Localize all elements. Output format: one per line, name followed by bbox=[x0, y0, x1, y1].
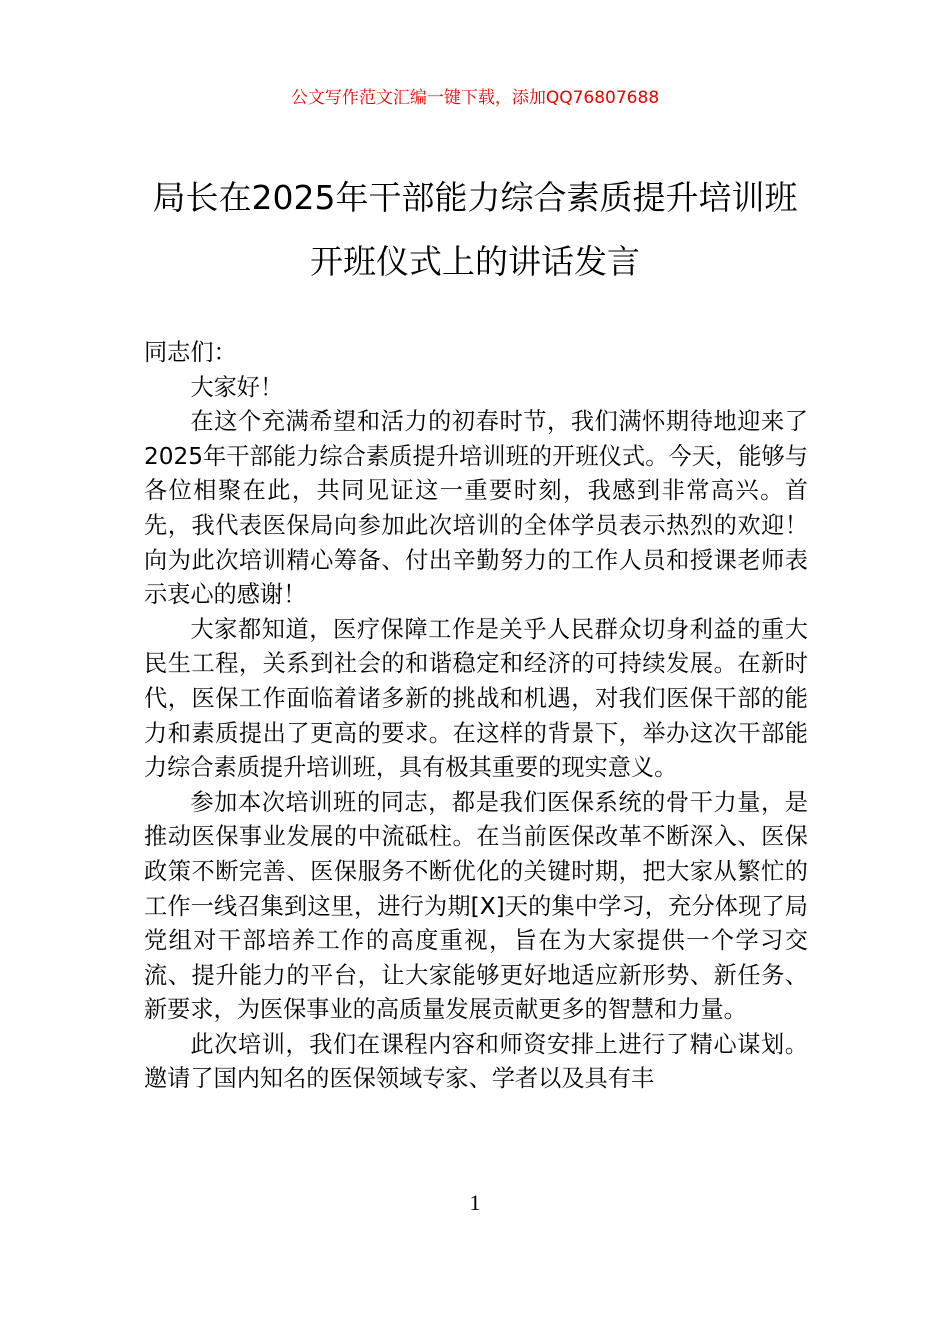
document-title: 局长在2025年干部能力综合素质提升培训班开班仪式上的讲话发言 bbox=[152, 178, 798, 281]
salutation: 同志们： bbox=[144, 339, 237, 366]
promo-banner: 公文写作范文汇编一键下载，添加QQ76807688 bbox=[290, 88, 660, 108]
document-body bbox=[144, 336, 808, 1097]
paragraph-2: 大家都知道，医疗保障工作是关乎人民群众切身利益的重大民生工程，关系到社会的和谐稳定和经济的可持续发展。在新时代，医保工作面临着诸多新的挑战和机遇，对我们医保干部的能力和素质提出了更高的要求。在这样的背景下，举办这次干部能力综合素质提升培训班，具有极其重要的现实意义。 bbox=[144, 615, 808, 782]
paragraph-3: 参加本次培训班的同志，都是我们医保系统的骨干力量，是推动医保事业发展的中流砥柱。在当前医保改革不断深入、医保政策不断完善、医保服务不断优化的关键时期，把大家从繁忙的工作一线召集到这里，进行为期[X]天的集中学习，充分体现了局党组对干部培养工作的高度重视，旨在为大家提供一个学习交流、提升能力的平台，让大家能够更好地适应新形势、新任务、新要求，为医保事业的高质量发展贡献更多的智慧和力量。 bbox=[144, 788, 808, 1024]
paragraph-1: 在这个充满希望和活力的初春时节，我们满怀期待地迎来了2025年干部能力综合素质提升培训班的开班仪式。今天，能够与各位相聚在此，共同见证这一重要时刻，我感到非常高兴。首先，我代表医保局向参加此次培训的全体学员表示热烈的欢迎！向为此次培训精心筹备、付出辛勤努力的工作人员和授课老师表示衷心的感谢！ bbox=[144, 408, 808, 609]
paragraph-4: 此次培训，我们在课程内容和师资安排上进行了精心谋划。邀请了国内知名的医保领域专家、学者以及具有丰 bbox=[144, 1030, 808, 1093]
greeting: 大家好！ bbox=[190, 373, 284, 401]
page-number: 1 bbox=[469, 1190, 481, 1215]
